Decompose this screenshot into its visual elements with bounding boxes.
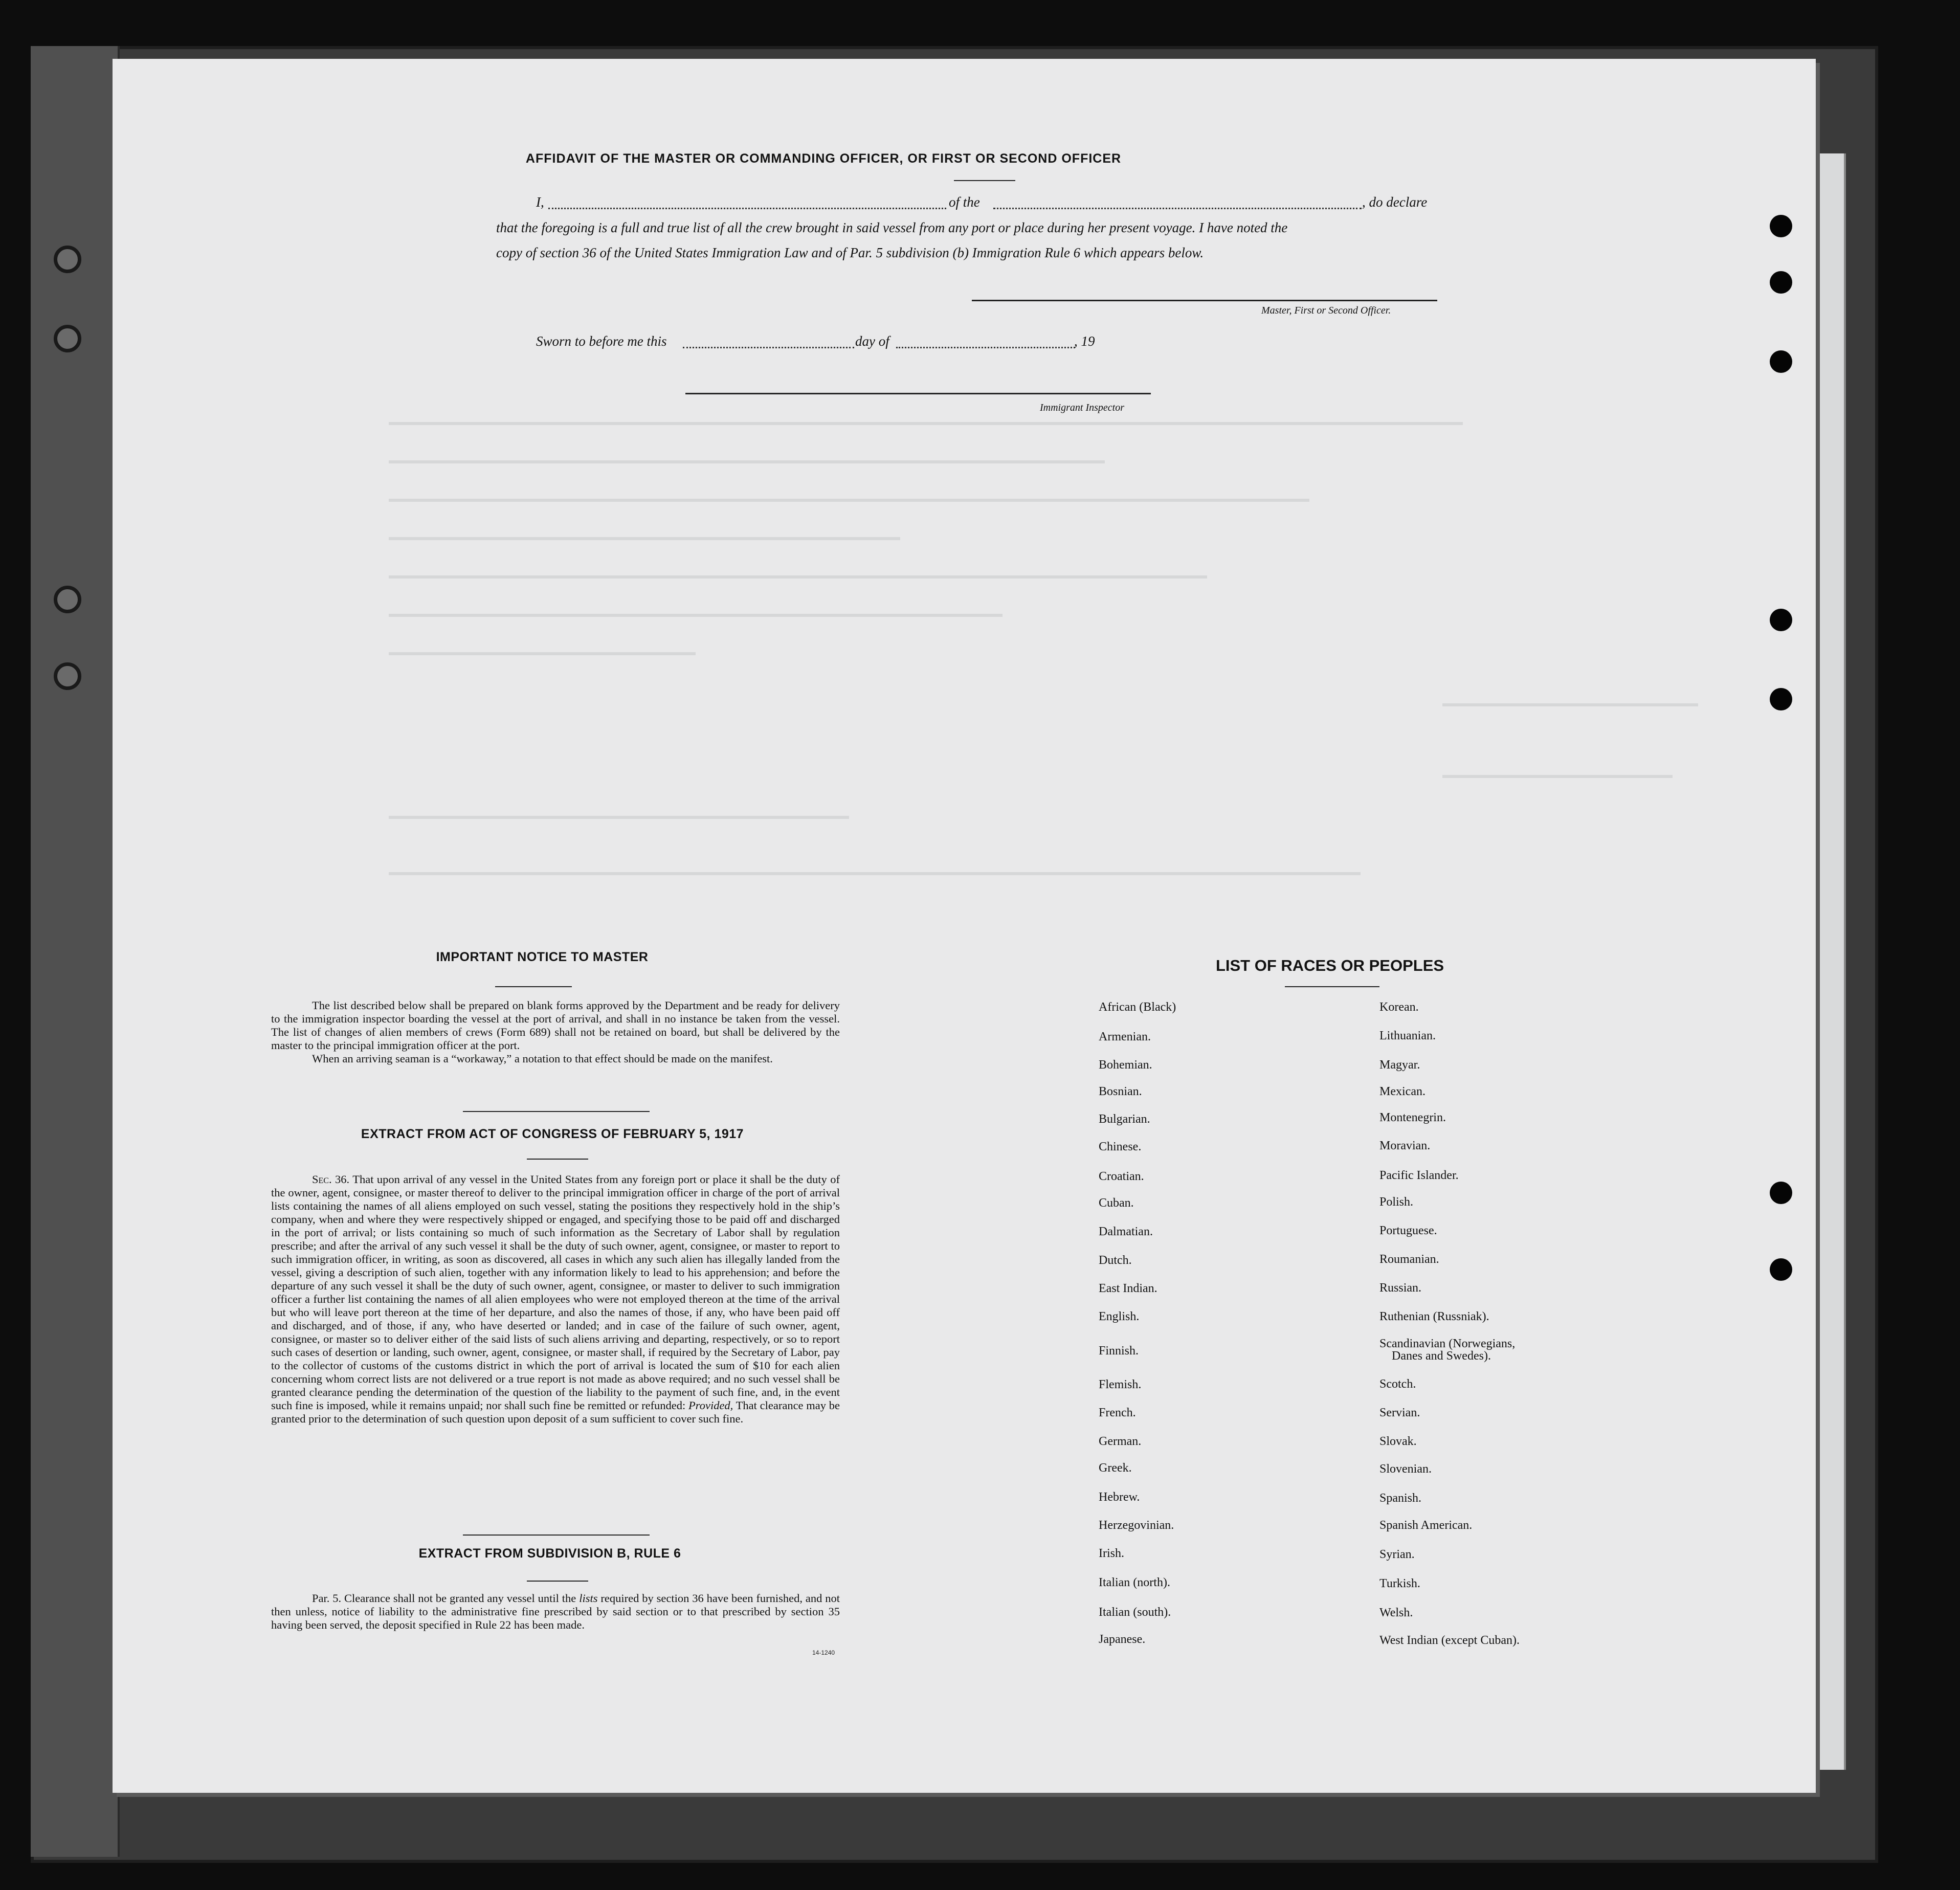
affidavit-declare-label: , do declare (1362, 194, 1428, 210)
document-page (113, 59, 1816, 1793)
race-item: Turkish. (1379, 1577, 1420, 1590)
race-item: Armenian. (1099, 1030, 1151, 1043)
race-item: Hebrew. (1099, 1491, 1140, 1504)
race-item: Bulgarian. (1099, 1113, 1150, 1126)
form-number: 14-1240 (812, 1649, 835, 1656)
race-item: Lithuanian. (1379, 1029, 1436, 1042)
inspector-label: Immigrant Inspector (1040, 402, 1124, 413)
binder-ring-hole (54, 586, 81, 613)
notice-paragraph-2: When an arriving seaman is a “workaway,” a notation to that effect should be made on the manifest. (312, 1052, 773, 1065)
master-signature-label: Master, First or Second Officer. (1261, 305, 1391, 316)
sworn-prefix: Sworn to before me this (536, 333, 667, 349)
rule-extract-title: EXTRACT FROM SUBDIVISION B, RULE 6 (418, 1546, 681, 1561)
notice-text (271, 999, 840, 1065)
race-item: Spanish. (1379, 1492, 1422, 1505)
races-title-underline (1285, 986, 1379, 987)
race-item: Ruthenian (Russniak). (1379, 1310, 1489, 1323)
sworn-month-field[interactable] (896, 347, 1075, 348)
binder-spine (31, 46, 120, 1857)
bleed-through-row (389, 652, 696, 655)
bleed-through-row (389, 872, 1361, 875)
affidavit-title: AFFIDAVIT OF THE MASTER OR COMMANDING OFFICER, OR FIRST OR SECOND OFFICER (525, 151, 1122, 166)
provided-word: Provided, (688, 1399, 733, 1412)
act-extract-text (271, 1173, 840, 1426)
bleed-through-row (1442, 703, 1698, 706)
race-item: Montenegrin. (1379, 1111, 1446, 1124)
race-item: Syrian. (1379, 1548, 1415, 1561)
race-item: Scotch. (1379, 1377, 1416, 1391)
notice-underline (495, 986, 572, 987)
race-item: West Indian (except Cuban). (1379, 1634, 1520, 1647)
title-underline (954, 180, 1015, 181)
race-item: Russian. (1379, 1281, 1422, 1295)
race-item: Japanese. (1099, 1633, 1146, 1646)
act-extract-title: EXTRACT FROM ACT OF CONGRESS OF FEBRUARY 5, 1917 (361, 1127, 744, 1141)
race-item: Cuban. (1099, 1196, 1134, 1210)
race-item: Herzegovinian. (1099, 1519, 1174, 1532)
race-item: German. (1099, 1435, 1142, 1448)
race-item: Flemish. (1099, 1378, 1142, 1391)
rule-extract-text (271, 1592, 840, 1632)
race-item: Dalmatian. (1099, 1225, 1153, 1238)
race-item: Irish. (1099, 1547, 1124, 1560)
affidavit-of-the-label: of the (949, 194, 980, 210)
race-item: Mexican. (1379, 1085, 1426, 1098)
officer-name-field[interactable] (548, 208, 946, 209)
race-item: Bosnian. (1099, 1085, 1142, 1098)
bleed-through-row (389, 422, 1463, 425)
race-item-scandinavian-line-1: Scandinavian (Norwegians, (1379, 1337, 1516, 1350)
binder-ring-hole (54, 325, 81, 352)
vessel-name-field[interactable] (993, 208, 1362, 209)
notice-title: IMPORTANT NOTICE TO MASTER (436, 950, 649, 964)
punch-hole (1770, 271, 1792, 294)
rule-title-underline (527, 1581, 588, 1582)
race-item: Dutch. (1099, 1254, 1132, 1267)
section-divider (463, 1111, 650, 1112)
race-item: Croatian. (1099, 1170, 1144, 1183)
sworn-day-of-label: day of (855, 333, 889, 349)
section-36-text: That upon arrival of any vessel in the United States from any foreign port or place it shall be the duty of the owner, agent, consignee, or master thereof to deliver to the principal immigration officer in charge of the port of arrival lists containing the names of all aliens employed on such vessel, stating the positions they respectively hold in the ship’s company, when and where they were respectively shipped or engaged, and specifying those to be paid off and discharged in the port of arrival; or lists containing so much of such information as the Secretary of Labor shall by regulation prescribe; and after the arrival of any such vessel it shall be the duty of such owner, agent, consignee, or master to report to such immigration officer, in writing, as soon as discovered, all cases in which any such alien has illegally landed from the vessel, giving a description of such alien, together with any information likely to lead to his apprehension; and before the departure of any such vessel it shall be the duty of such owner, agent, consignee, or master to deliver to such immigration officer a further list containing the names of all alien employees who were not employed thereon at the time of the arrival but who will leave port thereon at the time of her departure, and also the names of those, if any, who have been paid off and discharged, and of those, if any, who have deserted or landed; and in case of the failure of such owner, agent, consignee, or master so to deliver either of the said lists of such aliens arriving and departing, respectively, or so to report such cases of desertion or landing, such owner, agent, consignee, or master shall, if required by the Secretary of Labor, pay to the collector of customs of the customs district in which the port of arrival is located the sum of $10 for each alien concerning whom correct lists are not delivered or a true report is not made as above required; and no such vessel shall be granted clearance pending the determination of the question of the liability to the payment of such fine, and, in the event such fine is imposed, while it remains unpaid; nor shall such fine be remitted or refunded: (271, 1173, 840, 1412)
race-item-scandinavian (1379, 1338, 1515, 1362)
bleed-through-row (389, 499, 1309, 502)
sworn-day-field[interactable] (683, 347, 854, 348)
affidavit-i-label: I, (536, 194, 544, 210)
race-item: African (Black) (1099, 1000, 1176, 1014)
master-signature-line[interactable] (972, 300, 1437, 301)
race-item: East Indian. (1099, 1282, 1157, 1295)
race-item: Korean. (1379, 1000, 1419, 1014)
race-item: Slovenian. (1379, 1462, 1432, 1476)
bleed-through-row (389, 575, 1207, 579)
bleed-through-row (389, 614, 1003, 617)
race-item-scandinavian-line-2: Danes and Swedes). (1392, 1349, 1491, 1363)
bleed-through-row (389, 460, 1105, 463)
binder-ring-hole (54, 246, 81, 273)
punch-hole (1770, 350, 1792, 373)
bleed-through-row (389, 816, 849, 819)
race-item: Italian (north). (1099, 1576, 1170, 1589)
section-label: Sec. 36. (312, 1173, 350, 1186)
race-item: Bohemian. (1099, 1058, 1152, 1072)
lists-word: lists (579, 1592, 598, 1605)
section-36-text-end: That clearance may be granted prior to the determination of such question upon deposit of a sum sufficient to cover such fine. (271, 1399, 840, 1425)
race-item: Servian. (1379, 1406, 1420, 1419)
race-item: Chinese. (1099, 1140, 1142, 1153)
punch-hole (1770, 688, 1792, 710)
affidavit-line-2: that the foregoing is a full and true list of all the crew brought in said vessel from any port or place during her present voyage. I have noted the (496, 220, 1288, 235)
binder-ring-hole (54, 662, 81, 690)
bleed-through-row (389, 537, 900, 540)
rule-text-start: Par. 5. Clearance shall not be granted any vessel until the (312, 1592, 576, 1605)
punch-hole (1770, 1258, 1792, 1281)
notice-paragraph-1: The list described below shall be prepared on blank forms approved by the Department and be ready for delivery to the immigration inspector boarding the vessel at the port of arrival, and shall in no instance be taken from the vessel. The list of changes of alien members of crews (Form 689) shall not be retained on board, but shall be delivered by the master to the principal immigration officer at the port. (271, 999, 840, 1052)
race-item: Roumanian. (1379, 1253, 1439, 1266)
affidavit-line-3: copy of section 36 of the United States Immigration Law and of Par. 5 subdivision (b) Immigration Rule 6 which appears below. (496, 245, 1204, 260)
race-item: Welsh. (1379, 1606, 1413, 1619)
act-title-underline (527, 1159, 588, 1160)
race-item: French. (1099, 1406, 1136, 1419)
race-item: Greek. (1099, 1461, 1132, 1475)
race-item: Slovak. (1379, 1435, 1417, 1448)
race-item: Spanish American. (1379, 1519, 1473, 1532)
race-item: Moravian. (1379, 1139, 1431, 1152)
race-item: Magyar. (1379, 1058, 1420, 1072)
races-list-title: LIST OF RACES OR PEOPLES (1215, 957, 1444, 974)
race-item: English. (1099, 1310, 1140, 1323)
inspector-signature-line[interactable] (685, 393, 1151, 394)
punch-hole (1770, 1182, 1792, 1204)
race-item: Polish. (1379, 1195, 1414, 1209)
bleed-through-row (1442, 775, 1673, 778)
race-item: Pacific Islander. (1379, 1169, 1459, 1182)
section-divider (463, 1535, 650, 1536)
punch-hole (1770, 609, 1792, 631)
race-item: Italian (south). (1099, 1606, 1171, 1619)
sworn-year-label: , 19 (1074, 333, 1095, 349)
rule-text-end: required by section 36 have been furnished, and not then unless, notice of liability to the administrative fine prescribed by said section or to that prescribed by section 35 having been served, the deposit specified in Rule 22 has been made. (271, 1592, 840, 1631)
race-item: Portuguese. (1379, 1224, 1437, 1237)
race-item: Finnish. (1099, 1344, 1139, 1358)
punch-hole (1770, 215, 1792, 237)
